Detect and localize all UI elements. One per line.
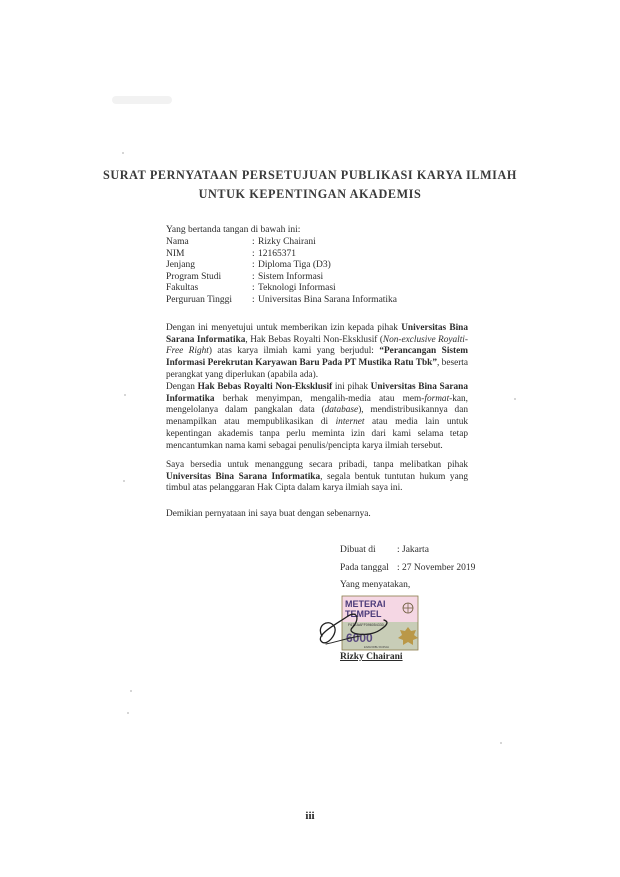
field-label: Jenjang: [166, 260, 196, 271]
field-separator: :: [252, 294, 255, 305]
term-internet: internet: [335, 417, 365, 428]
signatory-name: Rizky Chairani: [340, 652, 403, 662]
field-label: Nama: [166, 237, 189, 247]
document-title-line1: SURAT PERNYATAAN PERSETUJUAN PUBLIKASI KARYA ILMIAH: [102, 168, 518, 182]
date-label: Pada tanggal: [340, 563, 389, 573]
field-separator: :: [252, 237, 255, 247]
field-separator: :: [252, 283, 255, 294]
stamp-amount-words: ENAM RIBU RUPIAH: [364, 646, 389, 649]
declarant-label: Yang menyatakan,: [340, 580, 411, 590]
consent-text: ) atas karya ilmiah kami yang berjudul:: [208, 346, 380, 357]
rights-text: Dengan: [166, 382, 198, 392]
scan-speck: [500, 742, 502, 744]
field-value: Diploma Tiga (D3): [258, 260, 331, 271]
revenue-stamp-with-signature: [312, 592, 436, 654]
liability-paragraph: [166, 460, 468, 495]
field-value: Universitas Bina Sarana Informatika: [258, 294, 398, 305]
term-database: database: [324, 405, 359, 416]
field-row-program-studi: [166, 272, 397, 284]
consent-text: , beserta perangkat yang diperlukan (apabila ada).: [166, 358, 468, 380]
rights-text: berhak menyimpan, mengalih-media atau mem-: [214, 393, 425, 404]
signature-date: [340, 563, 475, 573]
field-value: Rizky Chairani: [258, 237, 316, 247]
field-label: Perguruan Tinggi: [166, 294, 233, 305]
intro-text: Yang bertanda tangan di bawah ini:: [166, 225, 301, 235]
page-number: iii: [305, 810, 315, 822]
consent-text: Dengan ini menyetujui untuk memberikan izin kepada pihak: [166, 323, 402, 333]
rights-paragraph: [166, 382, 468, 452]
field-value: Teknologi Informasi: [258, 283, 336, 294]
thesis-title: “Perancangan Sistem Informasi Perekrutan Karyawan Baru Pada PT Mustika Ratu Tbk”: [166, 346, 468, 369]
document-title-line2: UNTUK KEPENTINGAN AKADEMIS: [198, 187, 422, 201]
field-separator: :: [252, 271, 255, 282]
place-value: : Jakarta: [397, 545, 429, 555]
stamp-amount: 6000: [346, 631, 373, 645]
liability-text: Saya bersedia untuk menanggung secara pribadi, tanpa melibatkan pihak: [166, 460, 468, 470]
scan-smudge: [112, 96, 172, 104]
field-row-fakultas: [166, 283, 397, 295]
closing-paragraph: Demikian pernyataan ini saya buat dengan sebenarnya.: [166, 509, 371, 519]
scan-speck: [130, 690, 132, 692]
rights-text: atau media lain untuk kepentingan akademis tanpa perlu meminta izin dari kami selama tetap mencantumkan nama kami sebagai penulis/pencipta karya ilmiah tersebut.: [166, 417, 468, 451]
term-format: format: [424, 393, 450, 404]
consent-paragraph: [166, 323, 468, 382]
scan-speck: [122, 152, 124, 154]
field-value: Sistem Informasi: [258, 271, 324, 282]
identity-fields: [166, 237, 397, 307]
consent-text: , Hak Bebas Royalti Non-Eksklusif (: [245, 334, 383, 345]
scan-speck: [123, 480, 125, 482]
stamp-title-2: TEMPEL: [345, 609, 382, 619]
license-name: Hak Bebas Royalti Non-Eksklusif: [197, 382, 333, 392]
field-separator: :: [252, 248, 255, 259]
liability-text: , segala bentuk tuntutan hukum yang timbul atas pelanggaran Hak Cipta dalam karya ilmiah saya ini.: [166, 471, 468, 494]
scan-speck: [124, 394, 126, 396]
field-label: Program Studi: [166, 271, 222, 282]
place-label: Dibuat di: [340, 545, 376, 555]
field-value: 12165371: [258, 248, 296, 259]
stamp-serial: F67EAAFF096054330: [348, 623, 384, 627]
date-value: : 27 November 2019: [397, 563, 476, 573]
rights-text: ), mendistribusikannya dan menampilkan atau mempublikasikan di: [166, 405, 468, 428]
field-row-nim: [166, 249, 397, 261]
university-name: Universitas Bina Sarana Informatika: [166, 382, 468, 404]
rights-text: -kan, mengelolanya dalam pangkalan data (: [166, 393, 468, 416]
rights-text: ini pihak: [332, 382, 371, 392]
field-separator: :: [252, 260, 255, 271]
scan-speck: [514, 398, 516, 400]
university-name: Universitas Bina Sarana Informatika: [166, 323, 468, 345]
signature-place: [340, 545, 429, 555]
field-label: NIM: [166, 248, 185, 259]
scan-speck: [127, 712, 129, 714]
field-row-perguruan-tinggi: [166, 295, 397, 307]
stamp-title-1: METERAI: [345, 599, 386, 609]
field-row-nama: [166, 237, 397, 249]
field-row-jenjang: [166, 260, 397, 272]
field-label: Fakultas: [166, 283, 199, 294]
university-name: Universitas Bina Sarana Informatika: [166, 471, 321, 482]
license-term: Non-exclusive Royalti-Free Right: [166, 334, 468, 357]
